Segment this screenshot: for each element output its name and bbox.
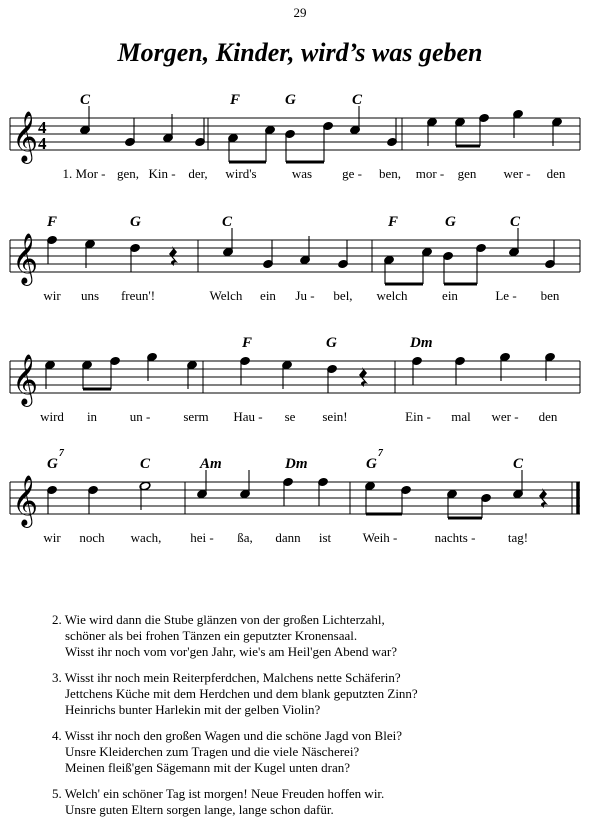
chord: G bbox=[445, 214, 456, 230]
lyric-syllable: wir bbox=[43, 530, 61, 545]
music-system-2 bbox=[0, 212, 600, 342]
time-signature-bottom: 4 bbox=[38, 134, 47, 153]
lyric-syllable: wir bbox=[43, 288, 61, 303]
verse-4 bbox=[52, 728, 592, 776]
lyric-syllable: ist bbox=[318, 530, 332, 545]
lyric-syllable: Hau - bbox=[233, 409, 263, 424]
verse-line: Heinrichs bunter Harlekin mit der gelben Violin? bbox=[65, 702, 321, 717]
chord: F bbox=[230, 92, 241, 108]
lyric-syllable: was bbox=[291, 166, 313, 181]
treble-clef-icon: 𝄞 bbox=[12, 233, 39, 284]
lyric-syllable: ben bbox=[540, 288, 560, 303]
chord: F bbox=[47, 214, 58, 230]
lyric-syllable: ben, bbox=[378, 166, 402, 181]
chord: C bbox=[513, 456, 524, 472]
lyric-syllable: sein! bbox=[322, 409, 348, 424]
time-signature-top: 4 bbox=[38, 118, 47, 137]
verse-2 bbox=[52, 612, 592, 660]
lyric-syllable: un - bbox=[129, 409, 151, 424]
lyric-syllable: Weih - bbox=[362, 530, 398, 545]
additional-verses bbox=[52, 612, 592, 828]
chord: Dm bbox=[285, 456, 308, 472]
lyric-syllable: welch bbox=[376, 288, 408, 303]
chord: F bbox=[242, 335, 253, 351]
lyric-syllable: noch bbox=[79, 530, 105, 545]
treble-clef-icon: 𝄞 bbox=[12, 475, 39, 526]
lyric-syllable: ge - bbox=[342, 166, 362, 181]
lyric-syllable: uns bbox=[80, 288, 100, 303]
staff-4 bbox=[0, 448, 600, 584]
chord: Am bbox=[200, 456, 222, 472]
lyric-syllable: Le - bbox=[495, 288, 517, 303]
lyric-syllable: freun'! bbox=[120, 288, 156, 303]
chord: C bbox=[352, 92, 363, 108]
lyric-syllable: wach, bbox=[130, 530, 162, 545]
song-title: Morgen, Kinder, wird’s was geben bbox=[117, 38, 483, 67]
staff-1 bbox=[0, 90, 600, 220]
lyric-syllable: wird bbox=[40, 409, 64, 424]
lyric-syllable: dann bbox=[275, 530, 301, 545]
lyric-syllable: ßa, bbox=[237, 530, 253, 545]
verse-line: 4. Wisst ihr noch den großen Wagen und die schöne Jagd von Blei? bbox=[52, 728, 402, 743]
lyric-syllable: 1. Mor - bbox=[62, 166, 106, 181]
verse-line: Unsre guten Eltern sorgen lange, lange schon dafür. bbox=[65, 802, 334, 817]
lyric-syllable: der, bbox=[188, 166, 208, 181]
chord: Dm bbox=[410, 335, 433, 351]
music-system-4 bbox=[0, 448, 600, 584]
lyric-syllable: den bbox=[538, 409, 558, 424]
verse-line: 5. Welch' ein schöner Tag ist morgen! Neue Freuden hoffen wir. bbox=[52, 786, 385, 801]
verse-line: 3. Wisst ihr noch mein Reiterpferdchen, Malchens nette Schäferin? bbox=[52, 670, 401, 685]
lyric-syllable: wird's bbox=[225, 166, 257, 181]
lyric-syllable: nachts - bbox=[434, 530, 476, 545]
lyric-syllable: gen bbox=[457, 166, 477, 181]
verse-line: Unsre Kleiderchen zum Tragen und die viele Näscherei? bbox=[65, 744, 360, 759]
lyric-syllable: ein bbox=[442, 288, 458, 303]
lyric-syllable: wer - bbox=[503, 166, 531, 181]
staff-2 bbox=[0, 212, 600, 342]
verse-line: Jettchens Küche mit dem Herdchen und dem blank geputzten Zinn? bbox=[65, 686, 418, 701]
lyric-syllable: mal bbox=[451, 409, 471, 424]
chord: C bbox=[140, 456, 151, 472]
verse-line: Meinen fleiß'gen Sägemann mit der Kugel unten dran? bbox=[65, 760, 351, 775]
lyric-syllable: den bbox=[546, 166, 566, 181]
lyric-syllable: Welch bbox=[209, 288, 243, 303]
chord: C bbox=[80, 92, 91, 108]
chord: C bbox=[222, 214, 233, 230]
lyric-syllable: ein bbox=[260, 288, 276, 303]
page-number: 29 bbox=[293, 5, 307, 20]
lyric-syllable: tag! bbox=[507, 530, 529, 545]
chord: G bbox=[130, 214, 141, 230]
chord: G bbox=[285, 92, 296, 108]
lyric-syllable: mor - bbox=[415, 166, 445, 181]
chord: C bbox=[510, 214, 521, 230]
verse-line: schöner als bei frohen Tänzen ein geputzter Kronensaal. bbox=[65, 628, 358, 643]
lyric-syllable: se bbox=[284, 409, 296, 424]
verse-line: Wisst ihr noch vom vor'gen Jahr, wie's am Heil'gen Abend war? bbox=[65, 644, 397, 659]
music-system-1 bbox=[0, 90, 600, 220]
lyric-syllable: Ein - bbox=[405, 409, 431, 424]
treble-clef-icon: 𝄞 bbox=[12, 354, 39, 405]
lyric-syllable: Kin - bbox=[148, 166, 176, 181]
lyric-syllable: wer - bbox=[491, 409, 519, 424]
verse-line: 2. Wie wird dann die Stube glänzen von der großen Lichterzahl, bbox=[52, 612, 385, 627]
chord: $G^7$ bbox=[366, 448, 383, 472]
chord: G bbox=[326, 335, 337, 351]
lyric-syllable: gen, bbox=[116, 166, 140, 181]
music-system-3 bbox=[0, 333, 600, 463]
verse-3 bbox=[52, 670, 592, 718]
chord: F bbox=[388, 214, 399, 230]
verse-5 bbox=[52, 786, 592, 818]
lyric-syllable: bel, bbox=[333, 288, 353, 303]
chord: $G^7$ bbox=[47, 448, 64, 472]
lyric-syllable: serm bbox=[183, 409, 209, 424]
treble-clef-icon: 𝄞 bbox=[12, 111, 39, 162]
lyric-syllable: in bbox=[86, 409, 98, 424]
lyric-syllable: hei - bbox=[190, 530, 214, 545]
staff-3 bbox=[0, 333, 600, 463]
lyric-syllable: Ju - bbox=[295, 288, 315, 303]
